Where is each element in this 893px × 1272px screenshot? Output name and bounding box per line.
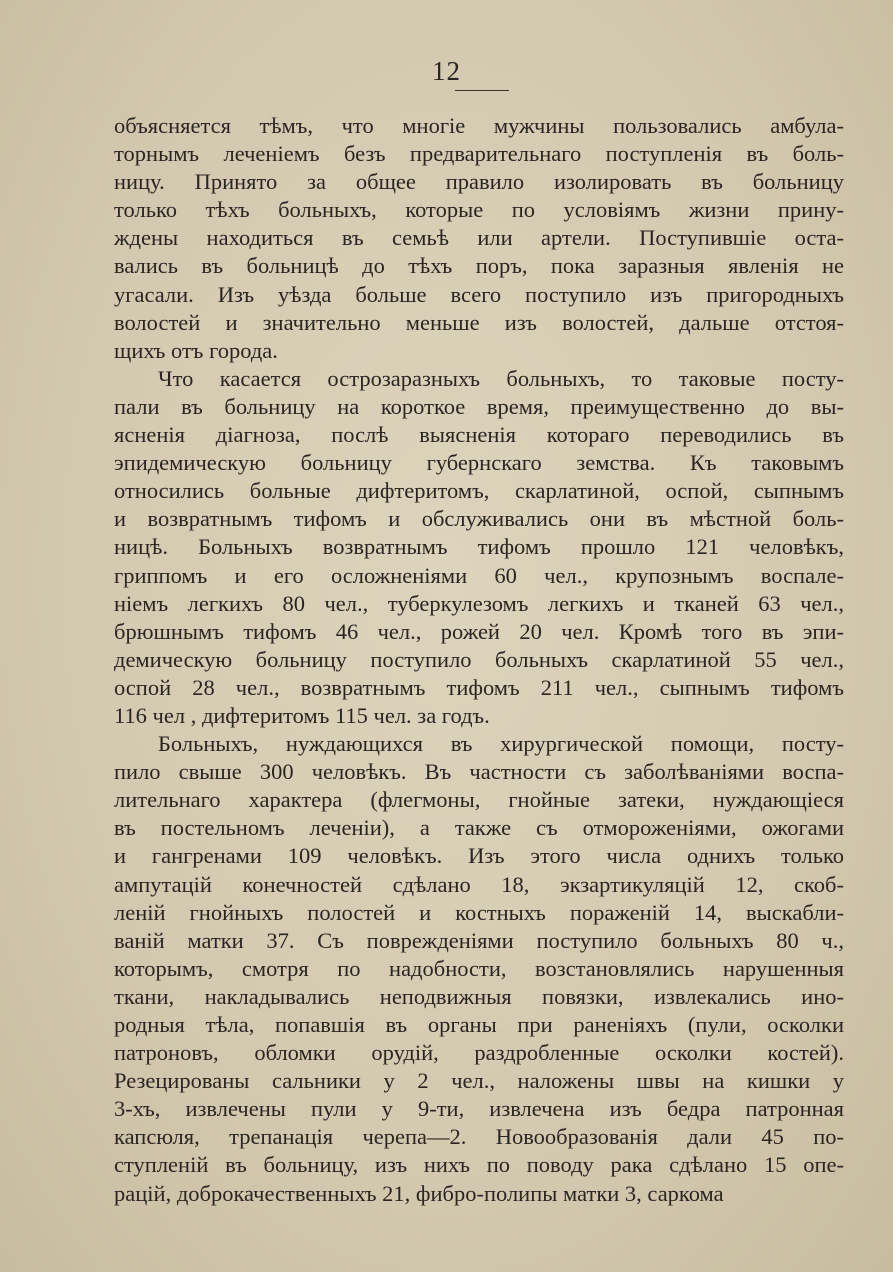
- text-line: оспой 28 чел., возвратнымъ тифомъ 211 чел., сыпнымъ тифомъ: [114, 674, 844, 700]
- text-line: ампутацій конечностей сдѣлано 18, экзартикуляцій 12, скоб-: [114, 871, 844, 897]
- text-line: вались въ больницѣ до тѣхъ поръ, пока заразныя явленія не: [114, 253, 844, 279]
- paragraph-2: [114, 365, 844, 730]
- text-line: ницу. Принято за общее правило изолировать въ больницу: [114, 169, 844, 195]
- text-line: ступленій въ больницу, изъ нихъ по поводу рака сдѣлано 15 опе-: [114, 1152, 844, 1178]
- text-line: объясняется тѣмъ, что многіе мужчины пользовались амбула-: [114, 113, 844, 138]
- text-line: Больныхъ, нуждающихся въ хирургической помощи, посту-: [158, 731, 844, 757]
- text-line: брюшнымъ тифомъ 46 чел., рожей 20 чел. Кромѣ того въ эпи-: [114, 618, 844, 644]
- text-line: и возвратнымъ тифомъ и обслуживались они въ мѣстной боль-: [114, 506, 844, 532]
- text-line: ждены находиться въ семьѣ или артели. Поступившіе оста-: [114, 225, 844, 251]
- text-line: рацій, доброкачественныхъ 21, фибро-полипы матки 3, саркома: [114, 1180, 724, 1206]
- text-line: щихъ отъ города.: [114, 337, 278, 363]
- text-line: пали въ больницу на короткое время, преимущественно до вы-: [114, 393, 844, 419]
- page-number: 12: [432, 56, 461, 86]
- text-line: пило свыше 300 человѣкъ. Въ частности съ заболѣваніями воспа-: [114, 759, 844, 785]
- page-number-underline: [455, 90, 509, 91]
- text-line: гриппомъ и его осложненіями 60 чел., крупознымъ воспале-: [114, 562, 844, 588]
- paragraph-3: [114, 730, 844, 1208]
- text-line: угасали. Изъ уѣзда больше всего поступило изъ пригородныхъ: [114, 281, 844, 307]
- text-line: только тѣхъ больныхъ, которые по условіямъ жизни прину-: [114, 197, 844, 223]
- text-line: которымъ, смотря по надобности, возстановлялись нарушенныя: [114, 955, 844, 981]
- text-line: лительнаго характера (флегмоны, гнойные затеки, нуждающіеся: [114, 787, 844, 813]
- text-line: демическую больницу поступило больныхъ скарлатиной 55 чел.,: [114, 646, 844, 672]
- text-line: въ постельномъ леченіи), а также съ отмороженіями, ожогами: [114, 815, 844, 841]
- text-line: патроновъ, обломки орудій, раздробленные осколки костей).: [114, 1040, 844, 1066]
- text-line: торнымъ леченіемъ безъ предварительнаго поступленія въ боль-: [114, 141, 844, 167]
- text-line: относились больные дифтеритомъ, скарлатиной, оспой, сыпнымъ: [114, 478, 844, 504]
- text-line: Что касается острозаразныхъ больныхъ, то таковые посту-: [158, 365, 844, 391]
- body-text: [114, 112, 844, 1208]
- text-line: ніемъ легкихъ 80 чел., туберкулезомъ легкихъ и тканей 63 чел.,: [114, 590, 844, 616]
- text-line: 3-хъ, извлечены пули у 9-ти, извлечена изъ бедра патронная: [114, 1096, 844, 1122]
- text-line: ясненія діагноза, послѣ выясненія котораго переводились въ: [114, 422, 844, 448]
- text-line: родныя тѣла, попавшія въ органы при раненіяхъ (пули, осколки: [114, 1012, 844, 1037]
- text-line: ваній матки 37. Съ поврежденіями поступило больныхъ 80 ч.,: [114, 927, 844, 953]
- text-line: ницѣ. Больныхъ возвратнымъ тифомъ прошло 121 человѣкъ,: [114, 534, 844, 560]
- text-line: волостей и значительно меньше изъ волостей, дальше отстоя-: [114, 309, 844, 335]
- text-line: Резецированы сальники у 2 чел., наложены швы на кишки у: [114, 1068, 844, 1094]
- text-line: эпидемическую больницу губернскаго земства. Къ таковымъ: [114, 450, 844, 476]
- text-line: ткани, накладывались неподвижныя повязки, извлекались ино-: [114, 983, 844, 1009]
- text-line: и гангренами 109 человѣкъ. Изъ этого числа однихъ только: [114, 843, 844, 869]
- paragraph-1: [114, 112, 844, 365]
- text-line: 116 чел , дифтеритомъ 115 чел. за годъ.: [114, 702, 490, 728]
- text-line: капсюля, трепанація черепа—2. Новообразованія дали 45 по-: [114, 1124, 844, 1150]
- text-line: леній гнойныхъ полостей и костныхъ пораженій 14, выскабли-: [114, 899, 844, 925]
